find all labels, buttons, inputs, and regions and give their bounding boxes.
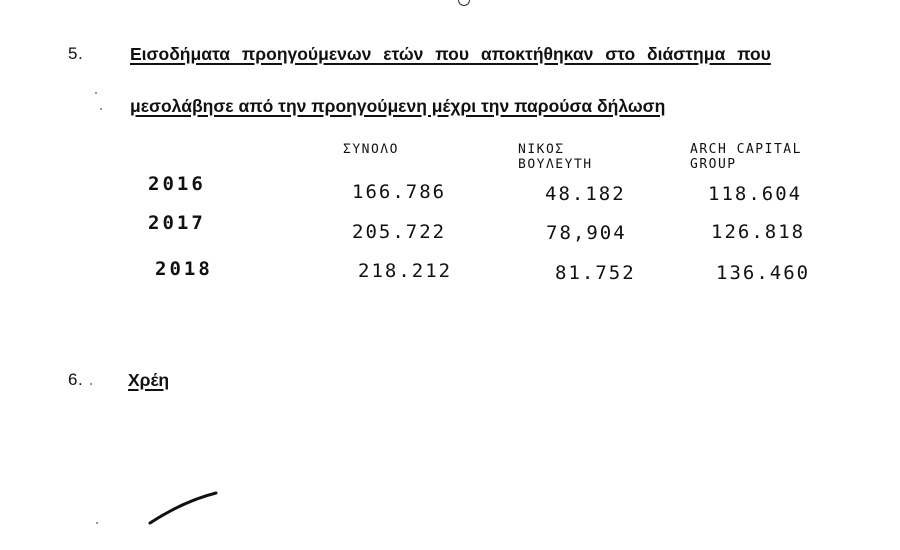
scan-speck bbox=[90, 383, 92, 385]
column-header-mp: ΝΙΚΟΣ ΒΟΥΛΕΥΤΗ bbox=[518, 142, 593, 172]
section-6-title: Χρέη bbox=[128, 370, 170, 390]
section-6-number: 6. bbox=[68, 370, 84, 389]
row-year: 2017 bbox=[148, 212, 206, 234]
row-year: 2016 bbox=[148, 173, 206, 195]
scan-speck bbox=[95, 92, 97, 94]
pen-stroke bbox=[140, 485, 230, 530]
column-header-arch: ARCH CAPITAL GROUP bbox=[690, 142, 802, 172]
cell-arch: 118.604 bbox=[708, 183, 803, 205]
cell-total: 166.786 bbox=[352, 181, 447, 203]
row-year: 2018 bbox=[155, 258, 213, 280]
cell-mp: 78,904 bbox=[546, 222, 627, 244]
cell-mp: 81.752 bbox=[555, 262, 636, 284]
section-5-title-line-1: Εισοδήματα προηγούμενων ετών που αποκτήθηκαν στο διάστημα που bbox=[130, 44, 771, 64]
scan-speck bbox=[96, 522, 98, 524]
cell-arch: 126.818 bbox=[711, 221, 806, 243]
cell-mp: 48.182 bbox=[545, 183, 626, 205]
scan-mark bbox=[458, 0, 470, 6]
section-5-number: 5. bbox=[68, 44, 84, 63]
section-5-title-line-2: μεσολάβησε από την προηγούμενη μέχρι την παρούσα δήλωση bbox=[130, 96, 666, 116]
cell-arch: 136.460 bbox=[716, 262, 811, 284]
column-header-total: ΣΥΝΟΛΟ bbox=[343, 142, 399, 157]
cell-total: 218.212 bbox=[358, 260, 453, 282]
scan-speck bbox=[100, 108, 102, 110]
cell-total: 205.722 bbox=[352, 221, 447, 243]
